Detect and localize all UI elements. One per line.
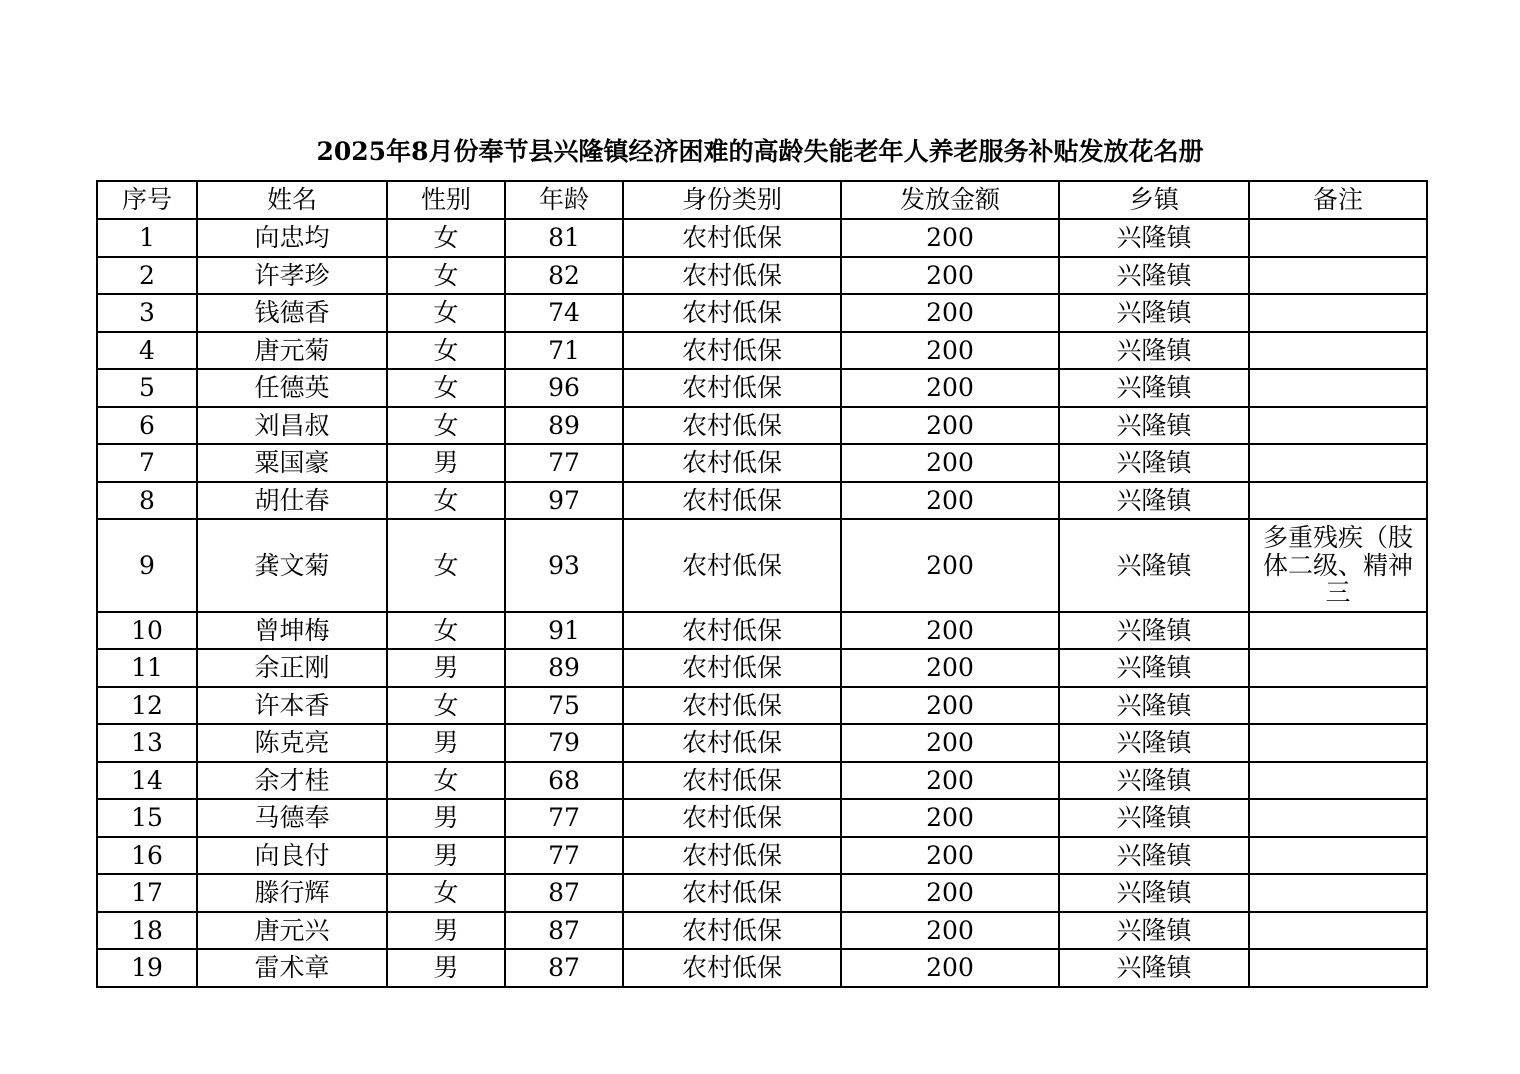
row-age-cell: 87 (505, 874, 623, 912)
row-index-cell: 12 (97, 687, 197, 725)
row-town-cell: 兴隆镇 (1059, 687, 1249, 725)
row-sex-cell: 女 (387, 257, 505, 295)
table-row (97, 444, 1427, 482)
row-age-cell: 89 (505, 649, 623, 687)
row-amount-cell: 200 (841, 649, 1059, 687)
column-header-age: 年龄 (505, 181, 623, 219)
row-index-cell: 1 (97, 219, 197, 257)
row-amount-cell: 200 (841, 874, 1059, 912)
row-note-cell (1249, 294, 1427, 332)
row-amount-cell: 200 (841, 482, 1059, 520)
row-age-cell: 97 (505, 482, 623, 520)
row-town-cell: 兴隆镇 (1059, 257, 1249, 295)
row-sex-cell: 女 (387, 762, 505, 800)
row-amount-cell: 200 (841, 912, 1059, 950)
row-town-cell: 兴隆镇 (1059, 837, 1249, 875)
row-sex-cell: 男 (387, 837, 505, 875)
row-sex-cell: 女 (387, 369, 505, 407)
table-row (97, 482, 1427, 520)
row-age-cell: 82 (505, 257, 623, 295)
row-note-cell (1249, 369, 1427, 407)
row-note-cell (1249, 762, 1427, 800)
row-age-cell: 77 (505, 444, 623, 482)
table-row (97, 649, 1427, 687)
row-type-cell: 农村低保 (623, 912, 841, 950)
row-sex-cell: 女 (387, 407, 505, 445)
row-index-cell: 17 (97, 874, 197, 912)
row-name-cell: 唐元菊 (197, 332, 387, 370)
row-sex-cell: 男 (387, 649, 505, 687)
row-amount-cell: 200 (841, 762, 1059, 800)
row-name-cell: 唐元兴 (197, 912, 387, 950)
row-name-cell: 粟国豪 (197, 444, 387, 482)
row-name-cell: 向忠均 (197, 219, 387, 257)
table-row (97, 219, 1427, 257)
row-amount-cell: 200 (841, 257, 1059, 295)
roster-table (96, 180, 1428, 988)
row-type-cell: 农村低保 (623, 687, 841, 725)
row-type-cell: 农村低保 (623, 837, 841, 875)
row-age-cell: 89 (505, 407, 623, 445)
table-row (97, 837, 1427, 875)
row-type-cell: 农村低保 (623, 332, 841, 370)
row-type-cell: 农村低保 (623, 444, 841, 482)
row-age-cell: 93 (505, 519, 623, 612)
row-sex-cell: 女 (387, 219, 505, 257)
row-name-cell: 滕行辉 (197, 874, 387, 912)
row-note-cell (1249, 724, 1427, 762)
row-sex-cell: 男 (387, 444, 505, 482)
row-amount-cell: 200 (841, 294, 1059, 332)
row-name-cell: 胡仕春 (197, 482, 387, 520)
row-amount-cell: 200 (841, 949, 1059, 987)
row-type-cell: 农村低保 (623, 219, 841, 257)
table-row (97, 612, 1427, 650)
row-index-cell: 5 (97, 369, 197, 407)
row-amount-cell: 200 (841, 612, 1059, 650)
row-town-cell: 兴隆镇 (1059, 444, 1249, 482)
column-header-index: 序号 (97, 181, 197, 219)
table-row (97, 724, 1427, 762)
table-row (97, 369, 1427, 407)
row-type-cell: 农村低保 (623, 294, 841, 332)
row-index-cell: 9 (97, 519, 197, 612)
row-type-cell: 农村低保 (623, 612, 841, 650)
row-sex-cell: 女 (387, 519, 505, 612)
row-town-cell: 兴隆镇 (1059, 799, 1249, 837)
row-town-cell: 兴隆镇 (1059, 762, 1249, 800)
row-note-cell (1249, 837, 1427, 875)
table-row (97, 762, 1427, 800)
page-title: 2025年8月份奉节县兴隆镇经济困难的高龄失能老年人养老服务补贴发放花名册 (316, 137, 1204, 166)
row-sex-cell: 男 (387, 912, 505, 950)
row-amount-cell: 200 (841, 799, 1059, 837)
table-row (97, 332, 1427, 370)
row-amount-cell: 200 (841, 687, 1059, 725)
row-index-cell: 13 (97, 724, 197, 762)
row-note-cell (1249, 687, 1427, 725)
row-type-cell: 农村低保 (623, 649, 841, 687)
row-index-cell: 2 (97, 257, 197, 295)
row-index-cell: 11 (97, 649, 197, 687)
row-name-cell: 陈克亮 (197, 724, 387, 762)
column-header-town: 乡镇 (1059, 181, 1249, 219)
row-town-cell: 兴隆镇 (1059, 482, 1249, 520)
roster-table-container (96, 180, 1426, 988)
row-age-cell: 96 (505, 369, 623, 407)
row-type-cell: 农村低保 (623, 482, 841, 520)
row-age-cell: 79 (505, 724, 623, 762)
row-name-cell: 刘昌叔 (197, 407, 387, 445)
row-sex-cell: 男 (387, 799, 505, 837)
row-note-cell (1249, 332, 1427, 370)
row-town-cell: 兴隆镇 (1059, 724, 1249, 762)
row-note-cell (1249, 257, 1427, 295)
row-name-cell: 马德奉 (197, 799, 387, 837)
row-name-cell: 雷术章 (197, 949, 387, 987)
row-town-cell: 兴隆镇 (1059, 294, 1249, 332)
table-row (97, 519, 1427, 612)
row-note-cell: 多重残疾（肢体二级、精神三 (1249, 519, 1427, 612)
row-town-cell: 兴隆镇 (1059, 519, 1249, 612)
row-name-cell: 曾坤梅 (197, 612, 387, 650)
table-header-row (97, 181, 1427, 219)
row-type-cell: 农村低保 (623, 799, 841, 837)
row-name-cell: 许本香 (197, 687, 387, 725)
column-header-type: 身份类别 (623, 181, 841, 219)
row-index-cell: 7 (97, 444, 197, 482)
row-sex-cell: 女 (387, 482, 505, 520)
row-type-cell: 农村低保 (623, 257, 841, 295)
row-index-cell: 16 (97, 837, 197, 875)
table-row (97, 257, 1427, 295)
row-amount-cell: 200 (841, 369, 1059, 407)
row-note-cell (1249, 407, 1427, 445)
row-amount-cell: 200 (841, 444, 1059, 482)
row-town-cell: 兴隆镇 (1059, 949, 1249, 987)
row-town-cell: 兴隆镇 (1059, 219, 1249, 257)
row-index-cell: 18 (97, 912, 197, 950)
row-sex-cell: 女 (387, 332, 505, 370)
row-name-cell: 任德英 (197, 369, 387, 407)
row-note-cell (1249, 482, 1427, 520)
row-sex-cell: 女 (387, 687, 505, 725)
row-age-cell: 77 (505, 837, 623, 875)
row-index-cell: 10 (97, 612, 197, 650)
row-age-cell: 68 (505, 762, 623, 800)
row-index-cell: 8 (97, 482, 197, 520)
row-town-cell: 兴隆镇 (1059, 612, 1249, 650)
row-name-cell: 余正刚 (197, 649, 387, 687)
row-index-cell: 15 (97, 799, 197, 837)
table-body (97, 219, 1427, 987)
table-row (97, 407, 1427, 445)
row-sex-cell: 女 (387, 874, 505, 912)
row-note-cell (1249, 912, 1427, 950)
row-town-cell: 兴隆镇 (1059, 332, 1249, 370)
row-type-cell: 农村低保 (623, 762, 841, 800)
row-sex-cell: 男 (387, 724, 505, 762)
table-row (97, 874, 1427, 912)
row-note-cell (1249, 612, 1427, 650)
column-header-sex: 性别 (387, 181, 505, 219)
row-age-cell: 74 (505, 294, 623, 332)
row-note-cell (1249, 649, 1427, 687)
row-type-cell: 农村低保 (623, 874, 841, 912)
row-sex-cell: 女 (387, 294, 505, 332)
row-note-cell (1249, 949, 1427, 987)
row-sex-cell: 女 (387, 612, 505, 650)
row-amount-cell: 200 (841, 837, 1059, 875)
row-town-cell: 兴隆镇 (1059, 407, 1249, 445)
row-town-cell: 兴隆镇 (1059, 369, 1249, 407)
row-town-cell: 兴隆镇 (1059, 874, 1249, 912)
row-name-cell: 余才桂 (197, 762, 387, 800)
row-age-cell: 71 (505, 332, 623, 370)
row-note-cell (1249, 874, 1427, 912)
row-index-cell: 19 (97, 949, 197, 987)
row-name-cell: 钱德香 (197, 294, 387, 332)
row-sex-cell: 男 (387, 949, 505, 987)
row-age-cell: 91 (505, 612, 623, 650)
row-age-cell: 75 (505, 687, 623, 725)
row-note-cell (1249, 799, 1427, 837)
row-age-cell: 87 (505, 912, 623, 950)
row-amount-cell: 200 (841, 332, 1059, 370)
column-header-amount: 发放金额 (841, 181, 1059, 219)
row-amount-cell: 200 (841, 219, 1059, 257)
row-name-cell: 许孝珍 (197, 257, 387, 295)
row-town-cell: 兴隆镇 (1059, 649, 1249, 687)
row-age-cell: 77 (505, 799, 623, 837)
row-index-cell: 6 (97, 407, 197, 445)
row-index-cell: 14 (97, 762, 197, 800)
table-row (97, 294, 1427, 332)
table-row (97, 949, 1427, 987)
row-amount-cell: 200 (841, 724, 1059, 762)
row-index-cell: 3 (97, 294, 197, 332)
row-note-cell (1249, 219, 1427, 257)
column-header-note: 备注 (1249, 181, 1427, 219)
row-town-cell: 兴隆镇 (1059, 912, 1249, 950)
row-name-cell: 龚文菊 (197, 519, 387, 612)
table-row (97, 687, 1427, 725)
table-row (97, 799, 1427, 837)
row-type-cell: 农村低保 (623, 369, 841, 407)
row-type-cell: 农村低保 (623, 407, 841, 445)
row-amount-cell: 200 (841, 519, 1059, 612)
table-row (97, 912, 1427, 950)
row-age-cell: 87 (505, 949, 623, 987)
column-header-name: 姓名 (197, 181, 387, 219)
row-name-cell: 向良付 (197, 837, 387, 875)
table-header (97, 181, 1427, 219)
row-amount-cell: 200 (841, 407, 1059, 445)
row-type-cell: 农村低保 (623, 724, 841, 762)
row-index-cell: 4 (97, 332, 197, 370)
row-type-cell: 农村低保 (623, 949, 841, 987)
row-note-cell (1249, 444, 1427, 482)
row-age-cell: 81 (505, 219, 623, 257)
row-type-cell: 农村低保 (623, 519, 841, 612)
